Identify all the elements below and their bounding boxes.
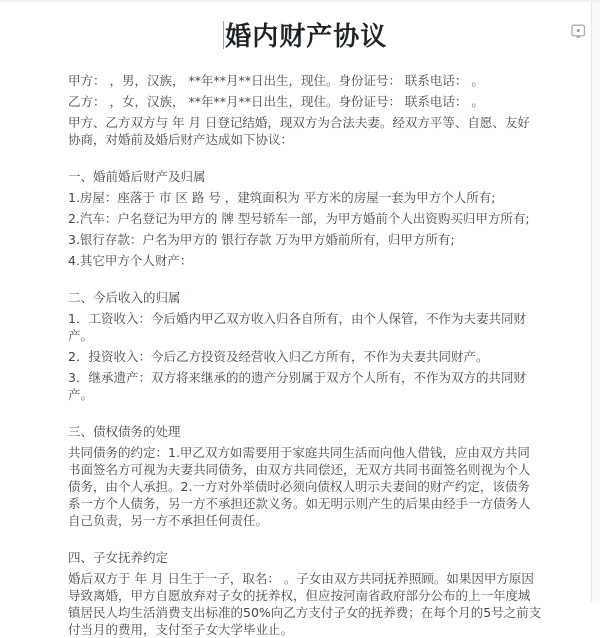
- section-1-heading[interactable]: 一、婚前婚后财产及归属: [68, 169, 206, 184]
- document-body: [68, 72, 542, 638]
- party-b-line[interactable]: 乙方： ，女，汉族， **年**月**日出生，现住。身份证号： 联系电话： 。: [68, 94, 484, 109]
- marriage-intro-line[interactable]: 甲方、乙方双方与 年 月 日登记结婚，现双方为合法夫妻。经双方平等、自愿、友好协商，对婚前及婚后财产达成如下协议：: [68, 115, 530, 147]
- section-2-heading[interactable]: 二、今后收入的归属: [68, 290, 181, 305]
- section-2-item-inheritance[interactable]: 3．继承遗产：双方将来继承的的遗产分别属于双方个人所有，不作为双方的共同财产。: [68, 370, 526, 402]
- section-3-debt-paragraph[interactable]: 共同债务的约定：1.甲乙双方如需要用于家庭共同生活而向他人借钱，应由双方共同书面签名方可视为夫妻共同债务，由双方共同偿还，无双方共同书面签名则视为个人债务，由个人承担。2.一方对外举债时必须向债权人明示夫妻间的财产约定，该债务系一方个人债务，另一方不承担还款义务。如无明示则产生的后果由经手一方债务人自己负责，另一方不承担任何责任。: [68, 445, 531, 528]
- page-right-edge: [591, 2, 600, 602]
- document-title-text: 婚内财产协议: [225, 22, 388, 52]
- section-1-item-deposit[interactable]: 3.银行存款：户名为甲方的 银行存款 万为甲方婚前所有，归甲方所有;: [68, 232, 455, 247]
- comment-marker-button[interactable]: [571, 24, 586, 40]
- party-a-line[interactable]: 甲方： ，男，汉族， **年**月**日出生，现住。身份证号： 联系电话： 。: [68, 73, 484, 88]
- section-1-item-house[interactable]: 1.房屋：座落于 市 区 路 号 ，建筑面积为 平方米的房屋一套为甲方个人所有;: [68, 190, 496, 205]
- section-1-item-car[interactable]: 2.汽车：户名登记为甲方的 牌 型号轿车一部，为甲方婚前个人出资购买归甲方所有;: [68, 211, 530, 226]
- document-content: [0, 2, 600, 638]
- section-4-custody-paragraph[interactable]: 婚后双方于 年 月 日生于一子，取名： 。子女由双方共同抚养照顾。如果因甲方原因导致离婚，甲方自愿放弃对子女的抚养权，但应按河南省政府部分公布的上一年度城镇居民人均生活消费支出标准的50%向乙方支付子女的抚养费；在每个月的5号之前支付当月的费用，支付至子女大学毕业止。: [68, 571, 542, 637]
- section-3-heading[interactable]: 三、债权债务的处理: [68, 424, 181, 439]
- comment-marker-icon: [571, 24, 586, 40]
- section-1-item-other[interactable]: 4.其它甲方个人财产：: [68, 253, 193, 268]
- section-4-heading[interactable]: 四、子女抚养约定: [68, 550, 169, 565]
- text-cursor: [223, 21, 225, 49]
- document-title[interactable]: [68, 20, 542, 54]
- section-2-item-salary[interactable]: 1．工资收入：今后婚内甲乙双方收入归各自所有，由个人保管，不作为夫妻共同财产。: [68, 311, 526, 343]
- section-2-item-investment[interactable]: 2．投资收入：今后乙方投资及经营收入归乙方所有，不作为夫妻共同财产。: [68, 349, 489, 364]
